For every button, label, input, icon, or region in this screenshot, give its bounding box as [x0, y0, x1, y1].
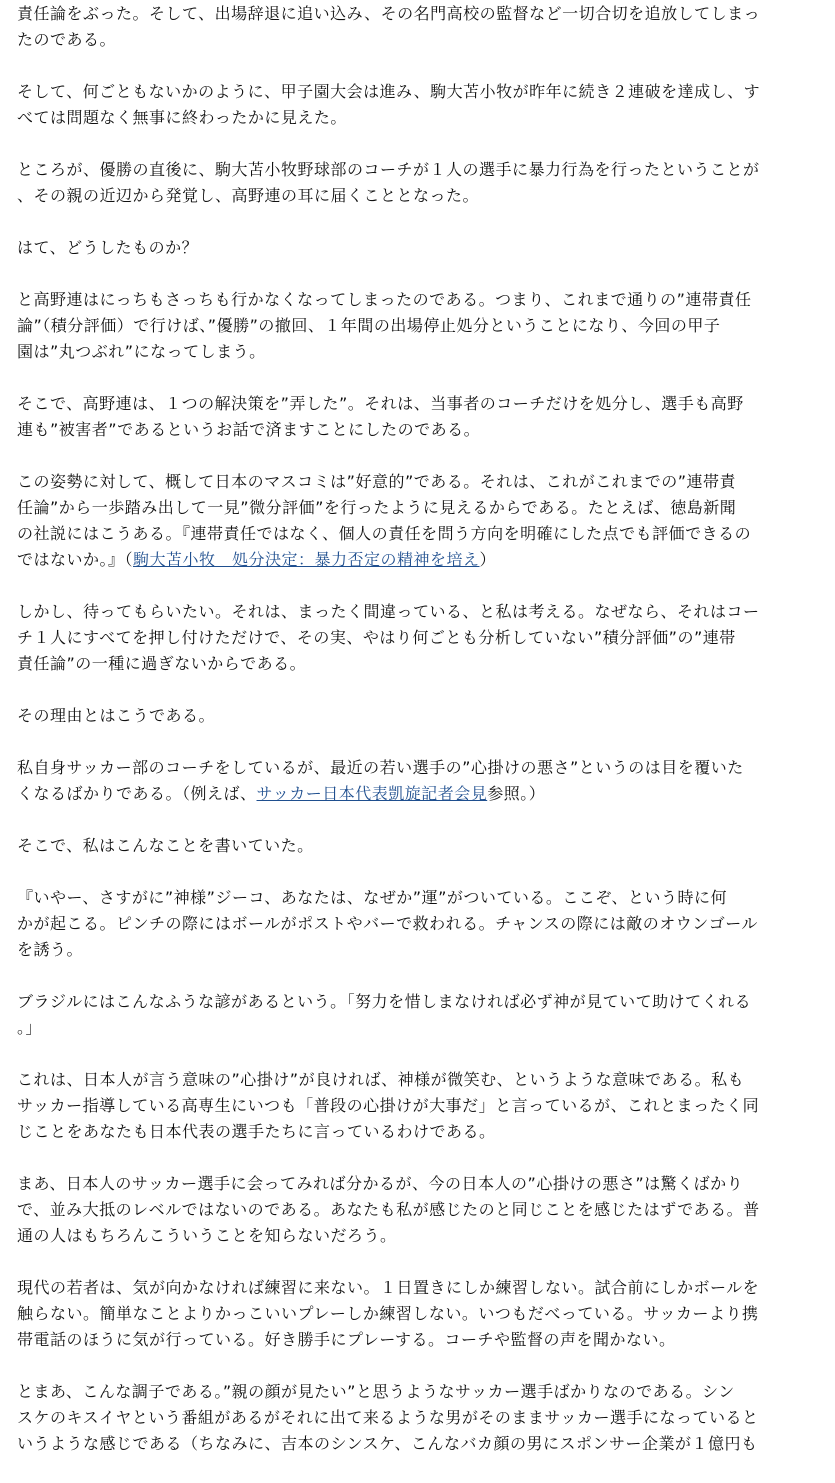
paragraph-10-text: 私自身サッカー部のコーチをしているが、最近の若い選手の”心掛けの悪さ”というのは目を覆いた くなるばかりである。（例えば、 — [17, 758, 744, 803]
paragraph-5: と高野連はにっちもさっちも行かなくなってしまったのである。つまり、これまで通りの”連帯責任 論”（積分評価）で行けば、”優勝”の撤回、１年間の出場停止処分ということになり、今回の甲子 園は”丸つぶれ”になってしまう。 — [17, 290, 752, 361]
paragraph-3: ところが、優勝の直後に、駒大苫小牧野球部のコーチが１人の選手に暴力行為を行ったということが 、その親の近辺から発覚し、高野連の耳に届くこととなった。 — [17, 160, 760, 205]
paragraph-1: 責任論をぶった。そして、出場辞退に追い込み、その名門高校の監督など一切合切を追放してしまっ たのである。 — [17, 4, 761, 49]
paragraph-13: ブラジルにはこんなふうな諺があるという。「努力を惜しまなければ必ず神が見ていて助けてくれる 。」 — [17, 992, 752, 1037]
paragraph-14: これは、日本人が言う意味の”心掛け”が良ければ、神様が微笑む、というような意味である。私も サッカー指導している高専生にいつも「普段の心掛けが大事だ」と言っているが、これとまったく同 じことをあなたも日本代表の選手たちに言っているわけである。 — [17, 1070, 760, 1141]
paragraph-9: その理由とはこうである。 — [17, 706, 216, 725]
press-conference-link[interactable]: サッカー日本代表凱旋記者会見 — [256, 784, 488, 803]
editorial-link[interactable]: 駒大苫小牧 処分決定：暴力否定の精神を培え — [133, 550, 480, 569]
paragraph-7 — [17, 469, 807, 573]
paragraph-4: はて、どうしたものか？ — [17, 238, 199, 257]
paragraph-12: 『いやー、さすがに”神様”ジーコ、あなたは、なぜか”運”がついている。ここぞ、という時に何 かが起こる。ピンチの際にはボールがポストやバーで救われる。チャンスの際には敵のオウンゴール を誘う。 — [17, 888, 758, 959]
paragraph-6: そこで、高野連は、１つの解決策を”弄した”。それは、当事者のコーチだけを処分し、選手も高野 連も”被害者”であるというお話で済ますことにしたのである。 — [17, 394, 744, 439]
paragraph-16: 現代の若者は、気が向かなければ練習に来ない。１日置きにしか練習しない。試合前にしかボールを 触らない。簡単なことよりかっこいいプレーしか練習しない。いつもだべっている。サッカーより携 帯電話のほうに気が行っている。好き勝手にプレーする。コーチや監督の声を聞かない。 — [17, 1278, 760, 1349]
paragraph-8: しかし、待ってもらいたい。それは、まったく間違っている、と私は考える。なぜなら、それはコー チ１人にすべてを押し付けただけで、その実、やはり何ごとも分析していない”積分評価”の”連帯 責任論”の一種に過ぎないからである。 — [17, 602, 760, 673]
paragraph-11: そこで、私はこんなことを書いていた。 — [17, 836, 314, 855]
paragraph-7-text: この姿勢に対して、概して日本のマスコミは”好意的”である。それは、これがこれまでの”連帯責 任論”から一歩踏み出して一見”微分評価”を行ったように見えるからである。たとえば、徳島新聞 の社説にはこうある。『連帯責任ではなく、個人の責任を問う方向を明確にした点でも評価できるの ではないか。』（ — [17, 472, 752, 569]
paragraph-15: まあ、日本人のサッカー選手に会ってみれば分かるが、今の日本人の”心掛けの悪さ”は驚くばかり で、並み大抵のレベルではないのである。あなたも私が感じたのと同じことを感じたはずである。普 通の人はもちろんこういうことを知らないだろう。 — [17, 1174, 760, 1245]
paragraph-10-tail: 参照。） — [487, 784, 546, 803]
paragraph-10 — [17, 755, 807, 807]
article-body — [17, 1, 807, 1483]
paragraph-2: そして、何ごともないかのように、甲子園大会は進み、駒大苫小牧が昨年に続き２連破を達成し、す べては問題なく無事に終わったかに見えた。 — [17, 82, 761, 127]
paragraph-7-tail: ） — [479, 550, 497, 569]
paragraph-17: とまあ、こんな調子である。”親の顔が見たい”と思うようなサッカー選手ばかりなのである。シン スケのキスイヤという番組があるがそれに出て来るような男がそのままサッカー選手になっていると いうような感じである（ちなみに、吉本のシンスケ、こんなバカ顔の男にスポンサー企業が１億円も — [17, 1382, 759, 1453]
